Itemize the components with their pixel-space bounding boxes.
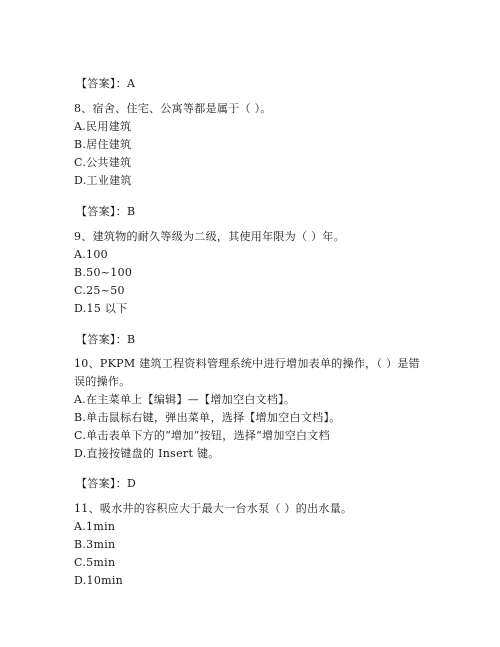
option-line: A.100 bbox=[74, 248, 108, 261]
option-line: C.5min bbox=[74, 556, 116, 569]
question-line: 11、吸水井的容积应大于最大一台水泵（ ）的出水量。 bbox=[74, 502, 353, 515]
option-line: A.在主菜单上【编辑】—【增加空白文档】。 bbox=[74, 393, 296, 406]
answer-line: 【答案】：D bbox=[76, 477, 137, 490]
question-line: 9、建筑物的耐久等级为二级，其使用年限为（ ）年。 bbox=[74, 230, 345, 243]
option-line: A.民用建筑 bbox=[74, 120, 132, 133]
option-line: D.15 以下 bbox=[74, 302, 128, 315]
option-line: D.工业建筑 bbox=[74, 174, 132, 187]
option-line: C.公共建筑 bbox=[74, 156, 132, 169]
option-line: C.25~50 bbox=[74, 284, 125, 297]
question-line: 10、PKPM 建筑工程资料管理系统中进行增加表单的操作，（ ）是错 bbox=[74, 357, 420, 370]
option-line: B.50~100 bbox=[74, 266, 133, 279]
question-line: 8、宿舍、住宅、公寓等都是属于（ ）。 bbox=[74, 102, 272, 115]
answer-line: 【答案】：B bbox=[76, 333, 136, 346]
option-line: B.居住建筑 bbox=[74, 138, 132, 151]
answer-line: 【答案】：B bbox=[76, 205, 136, 218]
option-line: C.单击表单下方的“增加”按钮，选择“增加空白文档 bbox=[74, 429, 330, 442]
option-line: D.直接按键盘的 Insert 键。 bbox=[74, 447, 220, 460]
option-line: B.3min bbox=[74, 538, 116, 551]
option-line: A.1min bbox=[74, 520, 116, 533]
option-line: B.单击鼠标右键，弹出菜单，选择【增加空白文档】。 bbox=[74, 411, 341, 424]
option-line: D.10min bbox=[74, 574, 124, 587]
answer-line: 【答案】：A bbox=[76, 77, 136, 90]
question-line: 误的操作。 bbox=[74, 375, 131, 388]
